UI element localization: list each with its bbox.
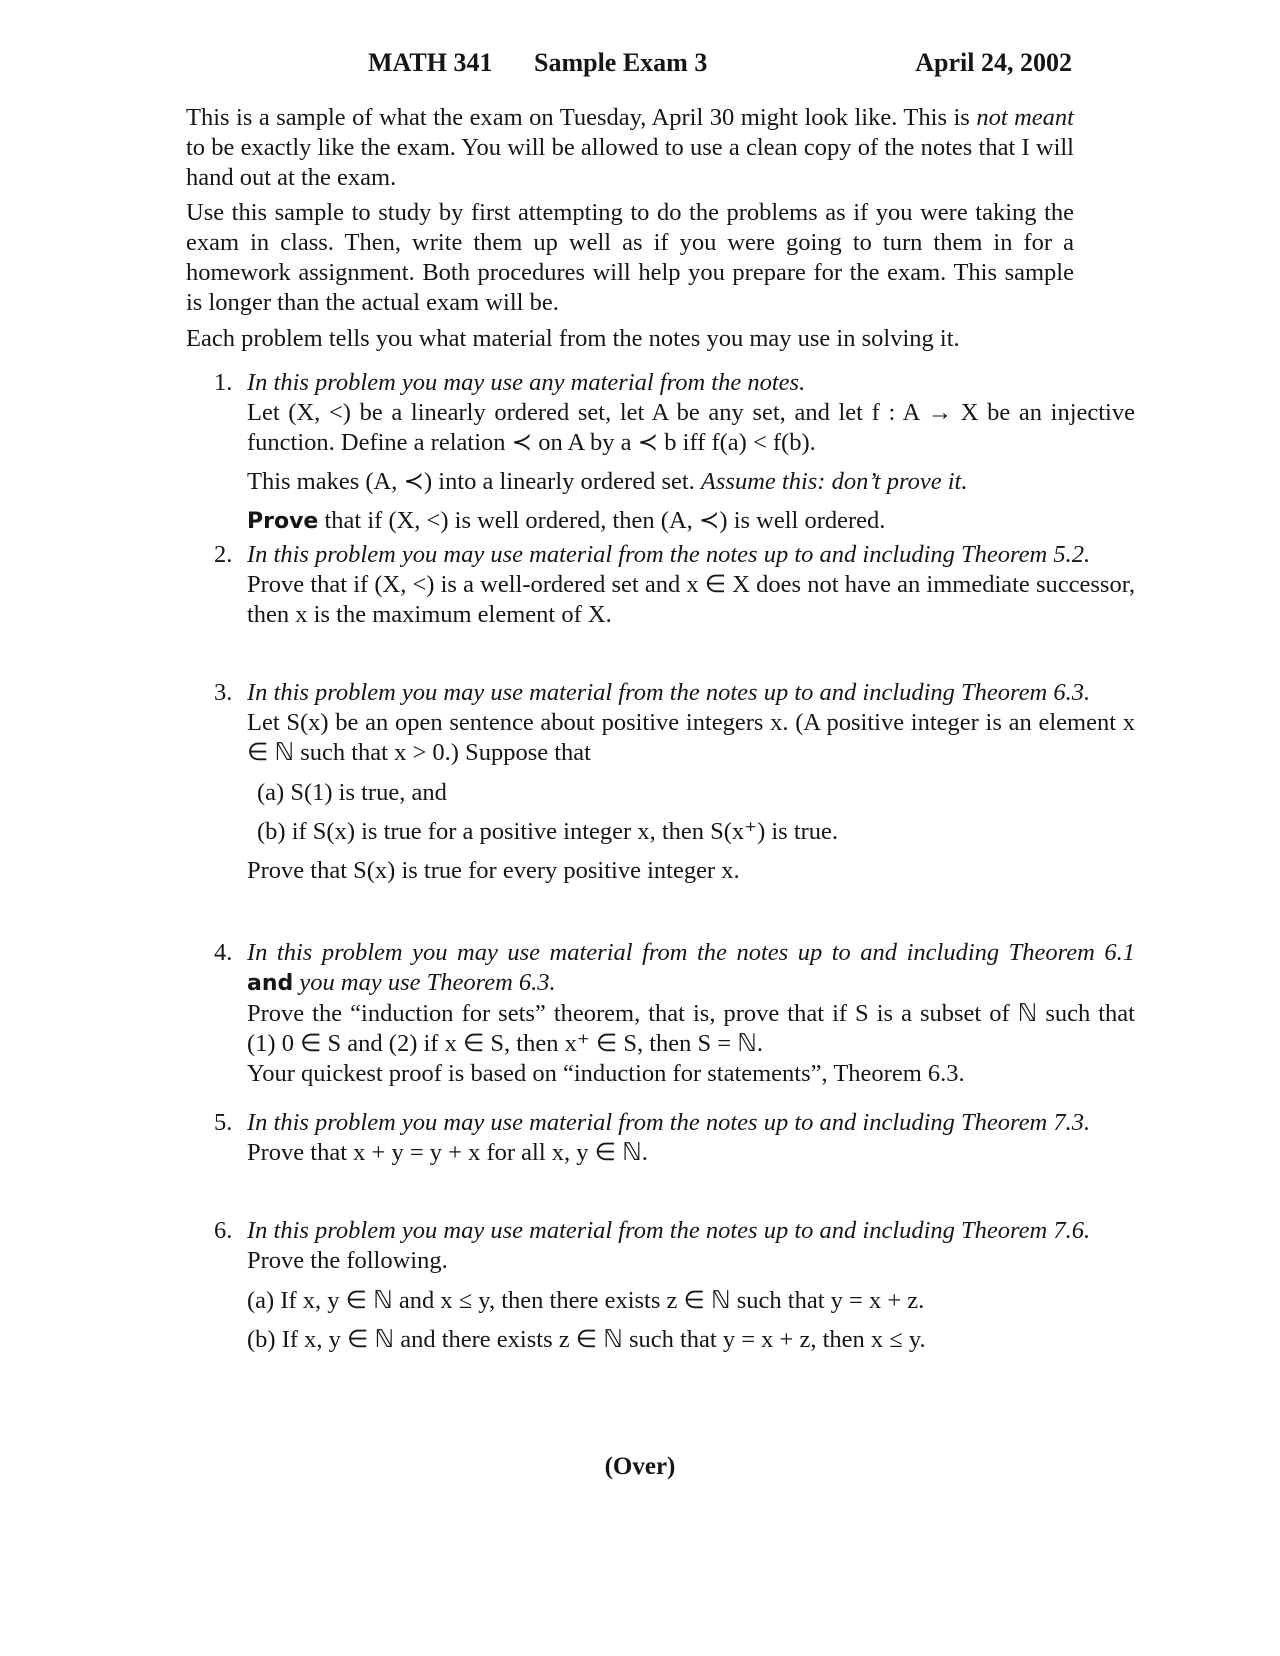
list-item: (b) if S(x) is true for a positive integer x, then S(x⁺) is true. [257, 818, 839, 845]
emphasis: not meant [976, 104, 1074, 131]
prove-label: Prove [247, 509, 319, 534]
problem-number: 2. [214, 541, 233, 568]
problem-6 [186, 1216, 1135, 1364]
problem-body: Prove the “induction for sets” theorem, that is, prove that if S is a subset of ℕ such that (1) 0 ∈ S and (2) if x ∈ S, then x⁺ ∈ S, then S = ℕ. [247, 1000, 1135, 1057]
problem-5 [186, 1108, 1135, 1168]
page-footer-over: (Over) [604, 1453, 676, 1480]
intro-paragraph-1: This is a sample of what the exam on Tuesday, April 30 might look like. This is not meant to be exactly like the exam. You will be allowed to use a clean copy of the notes that I will hand out at the exam. [186, 104, 1074, 191]
problem-scope: In this problem you may use material from the notes up to and including Theorem 6.3. [247, 679, 1091, 706]
problem-number: 3. [214, 679, 233, 706]
exam-title: Sample Exam 3 [534, 48, 708, 77]
condition-list [257, 778, 1135, 847]
problem-number: 4. [214, 939, 233, 966]
problem-2 [186, 540, 1135, 630]
problem-3 [186, 678, 1135, 886]
statement-list [247, 1286, 1135, 1355]
problem-hint: Your quickest proof is based on “induction for statements”, Theorem 6.3. [247, 1060, 965, 1087]
problem-scope: In this problem you may use material from the notes up to and including Theorem 7.3. [247, 1109, 1091, 1136]
problem-body: Let (X, <) be a linearly ordered set, let A be any set, and let f : A → X be an injective function. Define a relation ≺ on A by a ≺ b iff f(a) < f(b). [247, 399, 1135, 456]
page-header [368, 48, 1072, 88]
problem-body: Prove that x + y = y + x for all x, y ∈ ℕ. [247, 1139, 648, 1166]
problem-scope: In this problem you may use material from the notes up to and including Theorem 5.2. [247, 541, 1091, 568]
problem-body: Let S(x) be an open sentence about positive integers x. (A positive integer is an element x ∈ ℕ such that x > 0.) Suppose that [247, 709, 1135, 766]
intro-paragraph-2: Use this sample to study by first attempting to do the problems as if you were taking the exam in class. Then, write them up well as if you were going to turn them in for a homework assignment. Both procedures will help you prepare for the exam. This sample is longer than the actual exam will be. [186, 199, 1074, 316]
problem-4 [186, 938, 1135, 1089]
course-title: MATH 341 [368, 48, 493, 77]
list-item: (b) If x, y ∈ ℕ and there exists z ∈ ℕ such that y = x + z, then x ≤ y. [247, 1326, 926, 1353]
intro-paragraph-3: Each problem tells you what material from the notes you may use in solving it. [186, 325, 960, 352]
problem-number: 6. [214, 1217, 233, 1244]
problem-scope: In this problem you may use material from the notes up to and including Theorem 7.6. [247, 1217, 1091, 1244]
problem-1 [186, 368, 1135, 537]
problem-number: 5. [214, 1109, 233, 1136]
exam-date: April 24, 2002 [915, 48, 1072, 77]
problem-note: This makes (A, ≺) into a linearly ordered set. Assume this: don’t prove it. [247, 468, 968, 495]
problem-body: Prove the following. [247, 1247, 448, 1274]
problem-body: Prove that if (X, <) is a well-ordered set and x ∈ X does not have an immediate successor, then x is the maximum element of X. [247, 571, 1135, 628]
problem-number: 1. [214, 369, 233, 396]
problem-task: Prove that if (X, <) is well ordered, then (A, ≺) is well ordered. [247, 507, 886, 534]
list-item: (a) S(1) is true, and [257, 779, 447, 806]
problem-scope: In this problem you may use any material from the notes. [247, 369, 806, 396]
list-item: (a) If x, y ∈ ℕ and x ≤ y, then there exists z ∈ ℕ such that y = x + z. [247, 1287, 925, 1314]
intro-section [186, 103, 1074, 354]
problem-scope: In this problem you may use material from the notes up to and including Theorem 6.1 and you may use Theorem 6.3. [247, 939, 1135, 996]
problem-conclusion: Prove that S(x) is true for every positive integer x. [247, 857, 740, 884]
